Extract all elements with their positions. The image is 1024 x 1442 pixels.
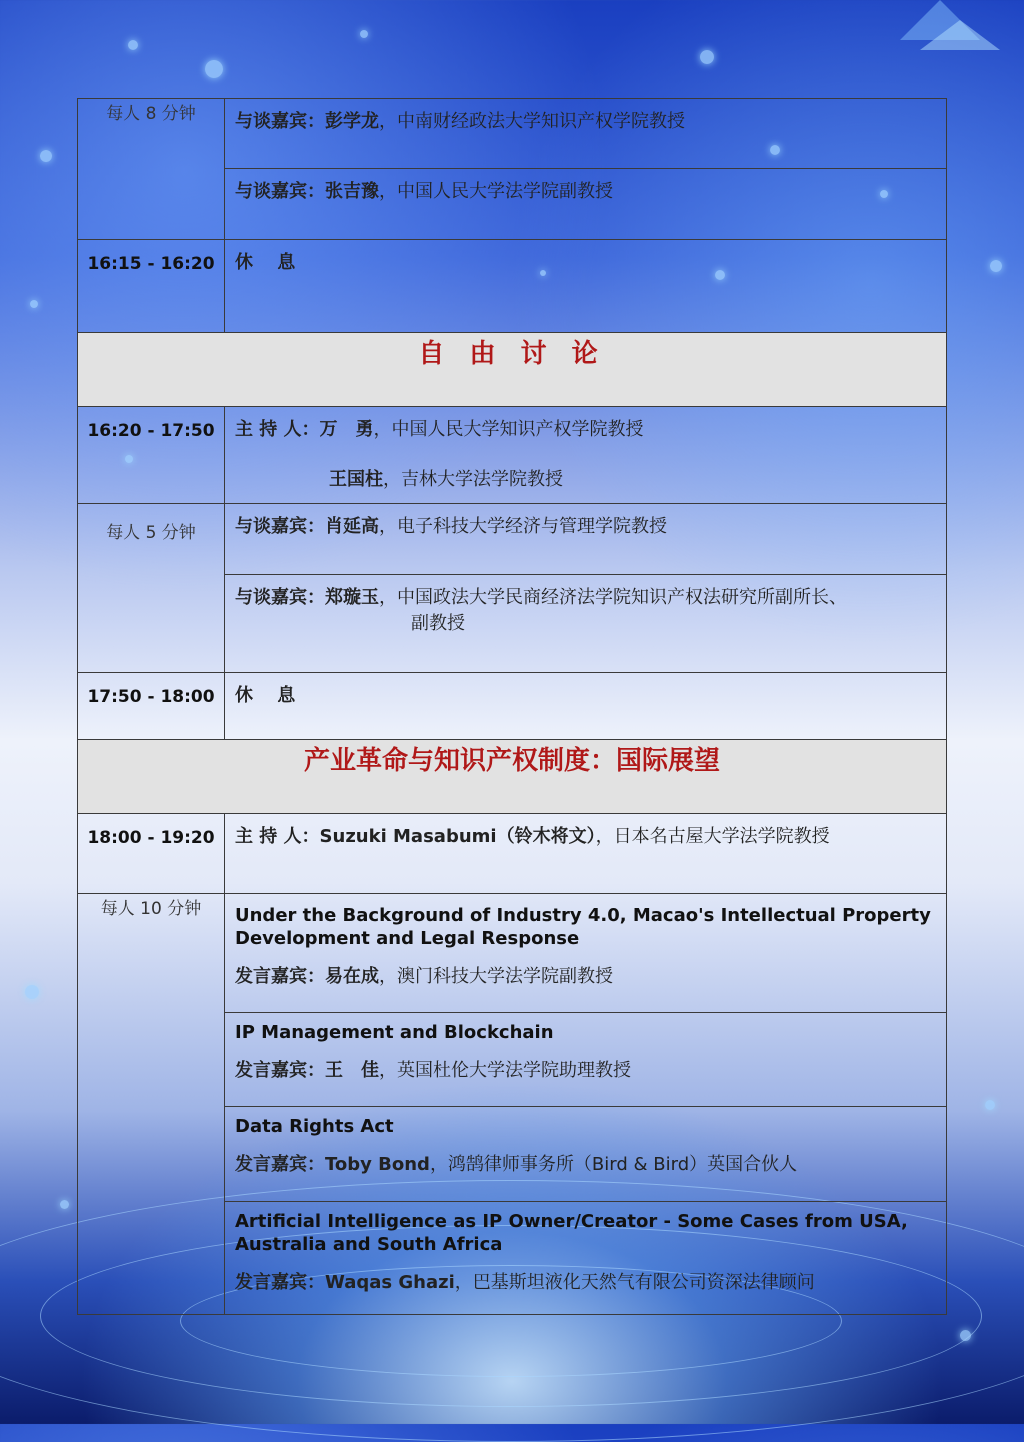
speaker-name: 王 佳 (325, 1060, 379, 1081)
break-cell (225, 673, 947, 740)
speaker-name: 肖延高 (325, 516, 379, 537)
break-cell (225, 240, 947, 333)
schedule-table (77, 98, 947, 1315)
speaker-label: 与谈嘉宾： (235, 181, 325, 202)
talk-title: Artificial Intelligence as IP Owner/Creator - Some Cases from USA, Australia and South Africa (235, 1211, 908, 1255)
section-title: 自 由 讨 论 (78, 333, 947, 407)
speaker-name: 彭学龙 (325, 111, 379, 132)
speaker-cell (225, 504, 947, 575)
host-cell (225, 814, 947, 894)
host-desc: ，吉林大学法学院教授 (383, 469, 563, 490)
speaker-desc: ，巴基斯坦液化天然气有限公司资深法律顾问 (454, 1272, 815, 1293)
section-title: 产业革命与知识产权制度：国际展望 (78, 740, 947, 814)
host-name: Suzuki Masabumi（铃木将文） (319, 826, 596, 847)
speaker-cell (225, 99, 947, 169)
speaker-desc: ，英国杜伦大学法学院助理教授 (379, 1060, 631, 1081)
talk-title: Data Rights Act (235, 1116, 394, 1137)
section-header-row (78, 333, 947, 407)
duration-text: 每人 8 分钟 (106, 104, 196, 124)
talk-cell (225, 1202, 947, 1315)
speaker-cell (225, 575, 947, 673)
host-desc: ，中国人民大学知识产权学院教授 (373, 419, 644, 440)
speaker-label: 发言嘉宾： (235, 966, 325, 987)
duration-cell (78, 504, 225, 673)
host-label: 主 持 人： (235, 419, 320, 440)
speaker-name: Toby Bond (325, 1154, 430, 1175)
talk-title: IP Management and Blockchain (235, 1022, 554, 1043)
time-cell: 16:20 - 17:50 (78, 407, 225, 504)
speaker-name: 张吉豫 (325, 181, 379, 202)
talk-cell (225, 1107, 947, 1202)
table-row (78, 240, 947, 333)
speaker-desc: ，中南财经政法大学知识产权学院教授 (379, 111, 685, 132)
host-cell (225, 407, 947, 504)
speaker-name: 易在成 (325, 966, 379, 987)
speaker-label: 与谈嘉宾： (235, 587, 325, 608)
host-name: 王国柱 (329, 469, 383, 490)
duration-cell (78, 99, 225, 240)
speaker-desc: ，鸿鹄律师事务所（Bird & Bird）英国合伙人 (429, 1154, 798, 1175)
table-row (78, 814, 947, 894)
talk-cell (225, 894, 947, 1013)
speaker-desc: ，电子科技大学经济与管理学院教授 (379, 516, 667, 537)
section-header-row (78, 740, 947, 814)
time-cell: 17:50 - 18:00 (78, 673, 225, 740)
talk-cell (225, 1013, 947, 1107)
host-desc: ，日本名古屋大学法学院教授 (595, 826, 830, 847)
speaker-name: Waqas Ghazi (325, 1272, 455, 1293)
duration-cell (78, 894, 225, 1315)
table-row (78, 504, 947, 575)
speaker-name: 郑璇玉 (325, 587, 379, 608)
time-cell: 16:15 - 16:20 (78, 240, 225, 333)
break-label: 休 息 (235, 252, 296, 273)
host-name: 万 勇 (319, 419, 374, 440)
speaker-desc: ，中国政法大学民商经济法学院知识产权法研究所副所长、 (379, 587, 847, 608)
talk-title: Under the Background of Industry 4.0, Macao's Intellectual Property Development and Legal Response (235, 905, 931, 949)
duration-text: 每人 10 分钟 (100, 899, 202, 919)
speaker-desc: ，澳门科技大学法学院副教授 (379, 966, 613, 987)
time-cell: 18:00 - 19:20 (78, 814, 225, 894)
table-row (78, 894, 947, 1013)
table-row (78, 407, 947, 504)
speaker-label: 与谈嘉宾： (235, 516, 325, 537)
speaker-label: 与谈嘉宾： (235, 111, 325, 132)
table-row (78, 673, 947, 740)
table-row (78, 99, 947, 169)
speaker-desc: ，中国人民大学法学院副教授 (379, 181, 613, 202)
speaker-cell (225, 169, 947, 240)
speaker-label: 发言嘉宾： (235, 1154, 325, 1175)
break-label: 休 息 (235, 685, 296, 706)
speaker-label: 发言嘉宾： (235, 1272, 325, 1293)
duration-text: 每人 5 分钟 (106, 523, 196, 543)
host-label: 主 持 人： (235, 826, 320, 847)
speaker-desc-cont: 副教授 (411, 613, 465, 634)
speaker-label: 发言嘉宾： (235, 1060, 325, 1081)
